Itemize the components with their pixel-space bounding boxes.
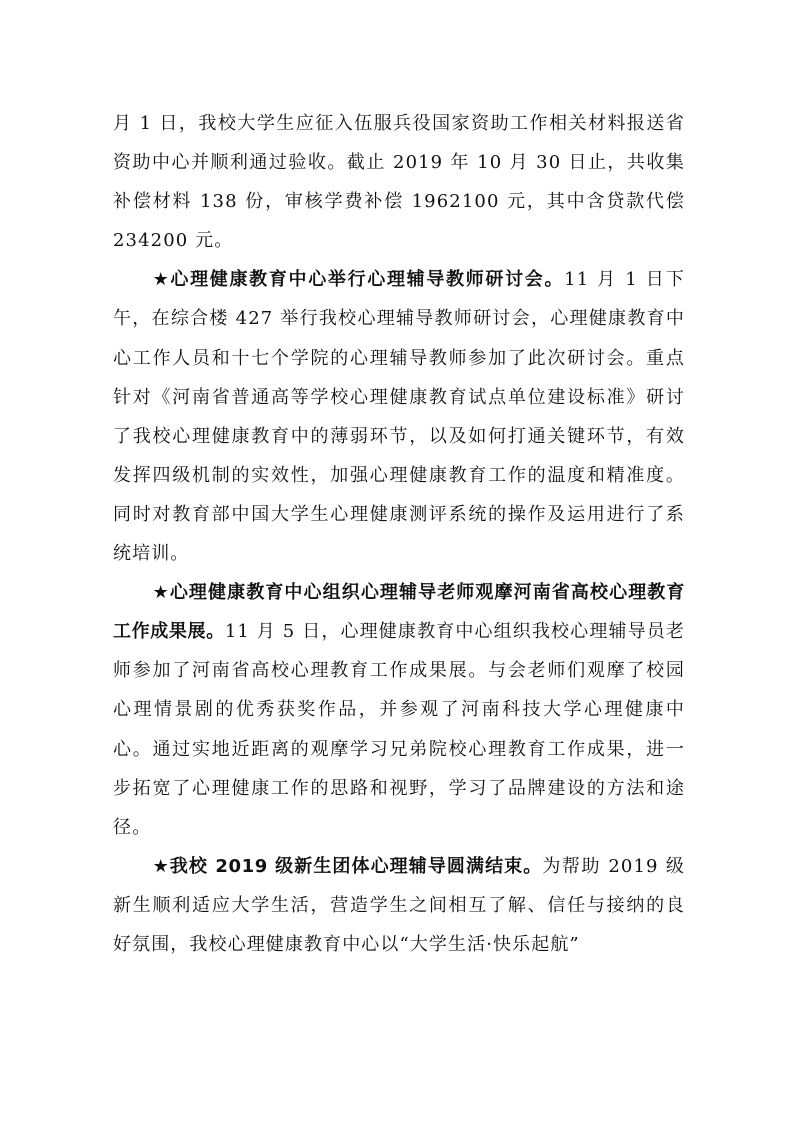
paragraph-body: 月 1 日，我校大学生应征入伍服兵役国家资助工作相关材料报送省资助中心并顺利通过验收。截止 2019 年 10 月 30 日止，共收集补偿材料 138 份，审核学费补偿 1962100 元，其中含贷款代偿234200 元。 — [113, 113, 685, 252]
paragraph-4 — [113, 847, 685, 964]
paragraph-2 — [113, 260, 685, 573]
paragraph-heading: ★心理健康教育中心举行心理辅导教师研讨会。 — [152, 269, 565, 291]
paragraph-3 — [113, 573, 685, 847]
paragraph-heading: ★心理健康教育中心组织心理辅导老师观摩河南省高校心理教育工作成果展。 — [113, 582, 685, 643]
paragraph-body: 为帮助 2019 级新生顺利适应大学生活，营造学生之间相互了解、信任与接纳的良好氛围，我校心理健康教育中心以“大学生活·快乐起航” — [113, 855, 685, 955]
paragraph-body: 11 月 5 日，心理健康教育中心组织我校心理辅导员老师参加了河南省高校心理教育工作成果展。与会老师们观摩了校园心理情景剧的优秀获奖作品，并参观了河南科技大学心理健康中心。通过实地近距离的观摩学习兄弟院校心理教育工作成果，进一步拓宽了心理健康工作的思路和视野，学习了品牌建设的方法和途径。 — [113, 621, 685, 838]
document-body — [113, 104, 685, 964]
paragraph-body: 11 月 1 日下午，在综合楼 427 举行我校心理辅导教师研讨会，心理健康教育中心工作人员和十七个学院的心理辅导教师参加了此次研讨会。重点针对《河南省普通高等学校心理健康教育试点单位建设标准》研讨了我校心理健康教育中的薄弱环节，以及如何打通关键环节，有效发挥四级机制的实效性，加强心理健康教育工作的温度和精准度。同时对教育部中国大学生心理健康测评系统的操作及运用进行了系统培训。 — [113, 269, 686, 565]
paragraph-1 — [113, 104, 685, 260]
paragraph-heading: ★我校 2019 级新生团体心理辅导圆满结束。 — [152, 855, 543, 877]
